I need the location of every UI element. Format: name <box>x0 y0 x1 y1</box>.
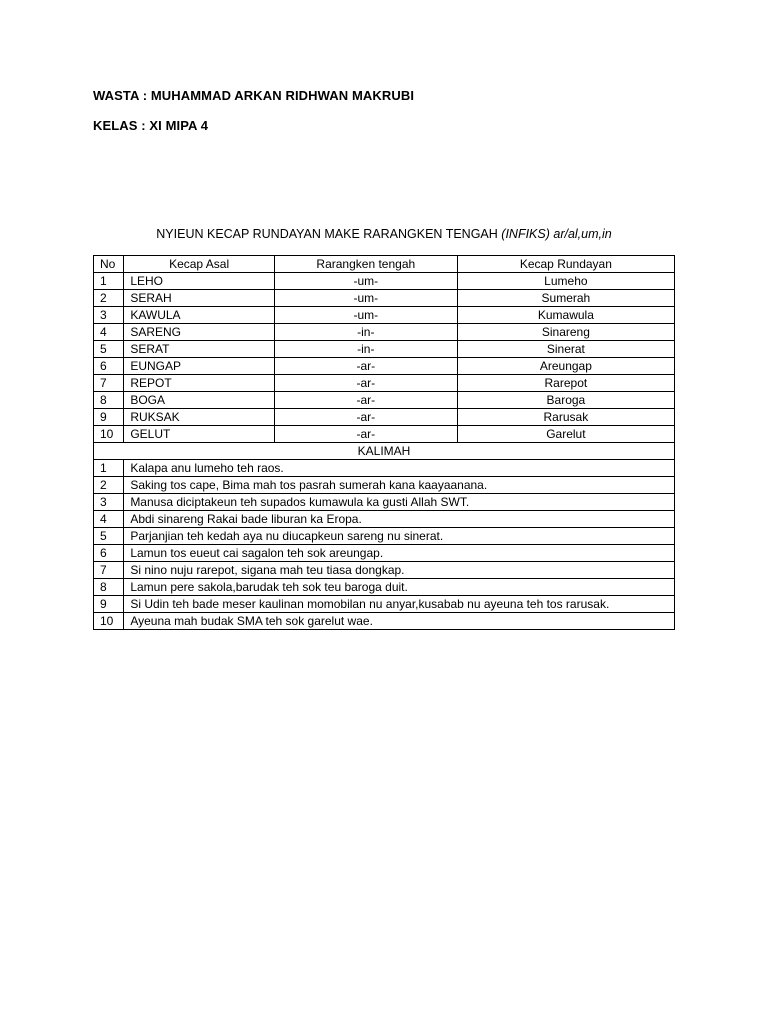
infiks-table <box>93 255 675 630</box>
cell-kecap-rundayan: Kumawula <box>457 307 674 324</box>
column-header-kecap-rundayan: Kecap Rundayan <box>457 256 674 273</box>
table-row <box>94 392 675 409</box>
cell-rarangken-tengah: -ar- <box>274 358 457 375</box>
kalimah-no: 9 <box>94 596 124 613</box>
kalimah-no: 8 <box>94 579 124 596</box>
table-row <box>94 341 675 358</box>
cell-no: 4 <box>94 324 124 341</box>
kalimah-sentence: Manusa diciptakeun teh supados kumawula ka gusti Allah SWT. <box>124 494 675 511</box>
kalimah-row <box>94 494 675 511</box>
table-header-row <box>94 256 675 273</box>
kalimah-row <box>94 545 675 562</box>
cell-rarangken-tengah: -in- <box>274 324 457 341</box>
student-class-line: KELAS : XI MIPA 4 <box>93 118 209 133</box>
table-row <box>94 358 675 375</box>
table-row <box>94 324 675 341</box>
cell-rarangken-tengah: -um- <box>274 290 457 307</box>
table-row <box>94 375 675 392</box>
cell-no: 1 <box>94 273 124 290</box>
kalimah-row <box>94 596 675 613</box>
kalimah-no: 4 <box>94 511 124 528</box>
kalimah-sentence: Kalapa anu lumeho teh raos. <box>124 460 675 477</box>
kalimah-no: 3 <box>94 494 124 511</box>
cell-no: 5 <box>94 341 124 358</box>
kalimah-row <box>94 511 675 528</box>
kalimah-row <box>94 579 675 596</box>
cell-kecap-asal: BOGA <box>124 392 275 409</box>
document-title <box>93 227 675 241</box>
cell-no: 9 <box>94 409 124 426</box>
kalimah-no: 7 <box>94 562 124 579</box>
cell-no: 8 <box>94 392 124 409</box>
cell-kecap-rundayan: Garelut <box>457 426 674 443</box>
table-row <box>94 409 675 426</box>
cell-no: 6 <box>94 358 124 375</box>
table-row <box>94 426 675 443</box>
word-rows <box>94 273 675 443</box>
cell-rarangken-tengah: -ar- <box>274 375 457 392</box>
column-header-no: No <box>94 256 124 273</box>
kalimah-sentence: Si Udin teh bade meser kaulinan momobilan nu anyar,kusabab nu ayeuna teh tos rarusak. <box>124 596 675 613</box>
cell-kecap-asal: SERAT <box>124 341 275 358</box>
kalimah-sentence: Saking tos cape, Bima mah tos pasrah sumerah kana kaayaanana. <box>124 477 675 494</box>
kalimah-no: 6 <box>94 545 124 562</box>
kalimah-row <box>94 528 675 545</box>
kalimah-sentence: Lamun pere sakola,barudak teh sok teu baroga duit. <box>124 579 675 596</box>
kalimah-no: 10 <box>94 613 124 630</box>
kalimah-row <box>94 460 675 477</box>
cell-kecap-asal: SARENG <box>124 324 275 341</box>
kalimah-no: 2 <box>94 477 124 494</box>
title-main: NYIEUN KECAP RUNDAYAN MAKE RARANGKEN TENGAH <box>156 227 498 241</box>
cell-kecap-asal: RUKSAK <box>124 409 275 426</box>
kalimah-no: 5 <box>94 528 124 545</box>
cell-rarangken-tengah: -in- <box>274 341 457 358</box>
kalimah-header: KALIMAH <box>94 443 675 460</box>
column-header-rarangken-tengah: Rarangken tengah <box>274 256 457 273</box>
kalimah-row <box>94 562 675 579</box>
cell-kecap-asal: LEHO <box>124 273 275 290</box>
title-italic: (INFIKS) ar/al,um,in <box>501 227 612 241</box>
cell-no: 3 <box>94 307 124 324</box>
student-name-line: WASTA : MUHAMMAD ARKAN RIDHWAN MAKRUBI <box>93 88 415 103</box>
table-row <box>94 307 675 324</box>
cell-rarangken-tengah: -ar- <box>274 409 457 426</box>
cell-kecap-asal: KAWULA <box>124 307 275 324</box>
cell-kecap-asal: REPOT <box>124 375 275 392</box>
kalimah-no: 1 <box>94 460 124 477</box>
table-row <box>94 273 675 290</box>
kalimah-row <box>94 613 675 630</box>
cell-rarangken-tengah: -ar- <box>274 426 457 443</box>
kalimah-sentence: Si nino nuju rarepot, sigana mah teu tiasa dongkap. <box>124 562 675 579</box>
column-header-kecap-asal: Kecap Asal <box>124 256 275 273</box>
kalimah-sentence: Ayeuna mah budak SMA teh sok garelut wae. <box>124 613 675 630</box>
cell-kecap-rundayan: Lumeho <box>457 273 674 290</box>
cell-rarangken-tengah: -um- <box>274 307 457 324</box>
kalimah-sentence: Abdi sinareng Rakai bade liburan ka Eropa. <box>124 511 675 528</box>
kalimah-row <box>94 477 675 494</box>
cell-no: 10 <box>94 426 124 443</box>
cell-kecap-rundayan: Sinerat <box>457 341 674 358</box>
cell-no: 7 <box>94 375 124 392</box>
cell-kecap-rundayan: Rarusak <box>457 409 674 426</box>
kalimah-header-row <box>94 443 675 460</box>
kalimah-sentence: Lamun tos eueut cai sagalon teh sok areungap. <box>124 545 675 562</box>
cell-no: 2 <box>94 290 124 307</box>
cell-kecap-rundayan: Rarepot <box>457 375 674 392</box>
kalimah-sentence: Parjanjian teh kedah aya nu diucapkeun sareng nu sinerat. <box>124 528 675 545</box>
kalimah-rows <box>94 460 675 630</box>
cell-kecap-asal: GELUT <box>124 426 275 443</box>
cell-kecap-asal: SERAH <box>124 290 275 307</box>
cell-rarangken-tengah: -ar- <box>274 392 457 409</box>
cell-kecap-asal: EUNGAP <box>124 358 275 375</box>
cell-rarangken-tengah: -um- <box>274 273 457 290</box>
table-row <box>94 290 675 307</box>
cell-kecap-rundayan: Sinareng <box>457 324 674 341</box>
cell-kecap-rundayan: Areungap <box>457 358 674 375</box>
cell-kecap-rundayan: Sumerah <box>457 290 674 307</box>
cell-kecap-rundayan: Baroga <box>457 392 674 409</box>
